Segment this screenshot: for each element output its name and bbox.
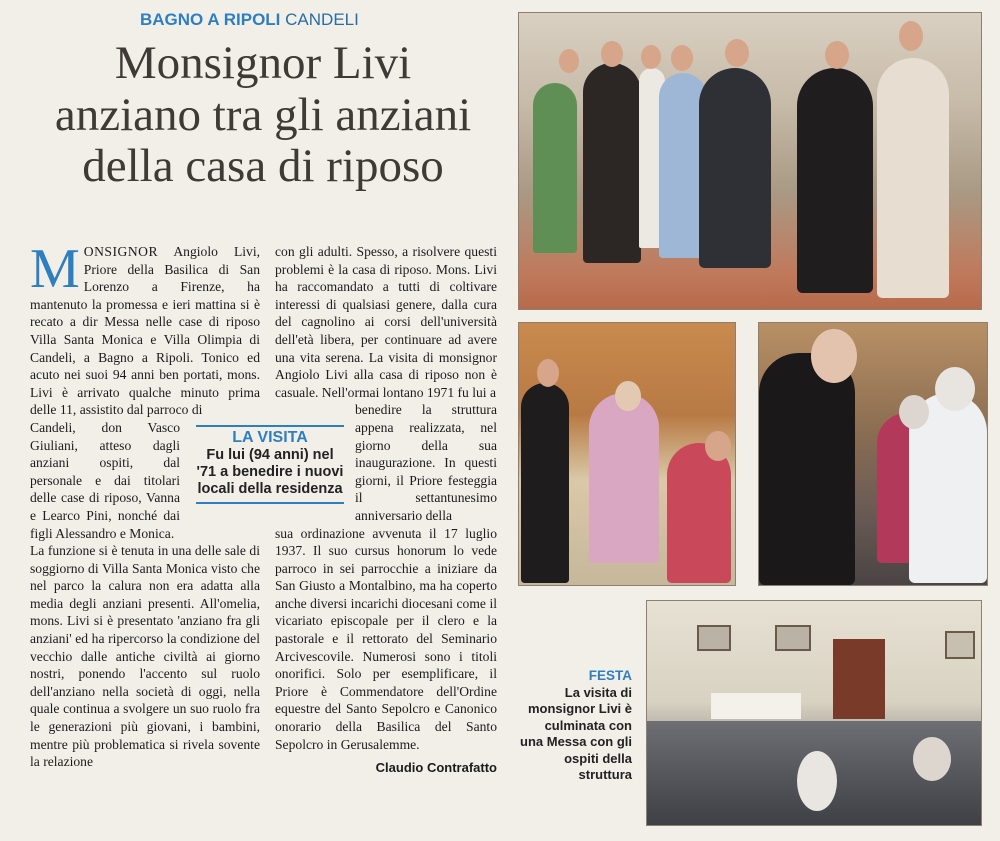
- wall-picture: [945, 631, 975, 659]
- wall-picture: [697, 625, 731, 651]
- greeting-photo: [518, 322, 736, 586]
- person-head: [825, 41, 849, 69]
- headline-line: della casa di riposo: [82, 140, 444, 193]
- person-head: [615, 381, 641, 411]
- person-head: [913, 737, 951, 781]
- lead-word: ONSIGNOR: [83, 244, 159, 259]
- article-paragraph: Angiolo Livi, Priore della Basilica di San Lorenzo a Firenze, ha mantenuto la promessa e ieri mattina si è recato a dir Messa nelle case di riposo Villa Santa Monica e Villa Olimpia di Candeli, a Bagno a Ripoli. Tonico ed acuto nei suoi 94 anni ben portati, mons. Livi è arrivato qualche minuto prima delle 11, assistito dal parroco di: [30, 244, 260, 418]
- person-head: [705, 431, 731, 461]
- person-figure: [589, 393, 659, 563]
- section-kicker: [140, 10, 359, 30]
- person-head: [601, 41, 623, 67]
- person-head: [935, 367, 975, 411]
- person-figure: [533, 83, 577, 253]
- person-head: [725, 39, 749, 67]
- headline-line: anziano tra gli anziani: [54, 88, 472, 141]
- mass-photo: [646, 600, 982, 826]
- article-paragraph: sua ordinazione avvenuta il 17 luglio 1937. Il suo cursus honorum lo vede parroco in sei parrocchie a iniziare da San Giusto a Montalbino, ma ha coperto anche diversi incarichi diocesani come il vicariato episcopale per il clero e la pastorale e il rettorato del Seminario Arcivescovile. Numerosi sono i titoli onorifici. Solo per esemplificare, il Priore è Commendatore dell'Ordine equestre del Santo Sepolcro e Canonico onorario della Basilica del Santo Sepolcro in Gerusalemme.: [275, 525, 497, 752]
- article-column-2: [275, 243, 497, 777]
- drop-cap: M: [30, 238, 80, 300]
- article-paragraph: con gli adulti. Spesso, a risolvere questi problemi è la casa di riposo. Mons. Livi ha raccomandato a tutti di coltivare interessi di qualsiasi genere, dalla cura del cagnolino ai corsi dell'università dell'età libera, per continuare ad avere una vita serena. La visita di monsignor Angiolo Livi alla casa di riposo non è casuale. Nell'ormai lontano 1971 fu lui a: [275, 244, 497, 400]
- kicker-location: BAGNO A RIPOLI: [140, 10, 281, 29]
- residents-photo: [758, 322, 988, 586]
- photo-caption: [520, 668, 632, 784]
- person-head: [811, 329, 857, 383]
- person-head: [641, 45, 661, 69]
- pullquote-label: LA VISITA: [196, 425, 344, 447]
- person-head: [899, 395, 929, 429]
- article-paragraph: Candeli, don Vasco Giuliani, atteso dagli anziani ospiti, dal personale e dai titolari delle case di riposo, Vanna e Learco Pini, nonché dai figli Alessandro e Monica.: [30, 419, 180, 541]
- person-head: [537, 359, 559, 387]
- kicker-sublocation: CANDELI: [285, 10, 359, 29]
- wall-picture: [775, 625, 811, 651]
- altar-table: [711, 693, 801, 719]
- person-head: [671, 45, 693, 71]
- group-photo: [518, 12, 982, 310]
- caption-text: La visita di monsignor Livi è culminata con una Messa con gli ospiti della struttura: [520, 684, 632, 782]
- byline: Claudio Contrafatto: [375, 760, 497, 776]
- headline-line: Monsignor Livi: [114, 37, 412, 89]
- doorway: [833, 639, 885, 719]
- person-figure: [759, 353, 855, 585]
- person-head: [797, 751, 837, 811]
- person-figure: [877, 58, 949, 298]
- person-figure: [583, 63, 641, 263]
- person-figure: [667, 443, 731, 583]
- article-paragraph: benedire la struttura appena realizzata, nel giorno della sua inaugurazione. In questi giorni, il Priore festeggia il settantunesimo anniversario della: [355, 402, 497, 523]
- person-figure: [797, 68, 873, 293]
- article-column-1: [30, 238, 260, 771]
- caption-label: FESTA: [588, 668, 632, 683]
- article-paragraph: La funzione si è tenuta in una delle sale di soggiorno di Villa Santa Monica visto che nel parco la calura non era adatta alla media degli anziani presenti. All'omelia, mons. Livi si è presentato 'anziano fra gli anziani' ed ha ripercorso la condizione del vecchio dalle antiche civiltà ai giorno nostri, ponendo l'accento sul ruolo dell'anziano nella società di oggi, nella quale continua a svolgere un suo ruolo fra le generazioni più giovani, i bambini, mentre più problematica si rivela sovente la relazione: [30, 543, 260, 770]
- person-head: [899, 21, 923, 51]
- pullquote-text: Fu lui (94 anni) nel '71 a benedire i nuovi locali della residenza: [196, 447, 344, 497]
- person-head: [559, 49, 579, 73]
- person-figure: [699, 68, 771, 268]
- person-figure: [521, 383, 569, 583]
- headline: [18, 38, 508, 193]
